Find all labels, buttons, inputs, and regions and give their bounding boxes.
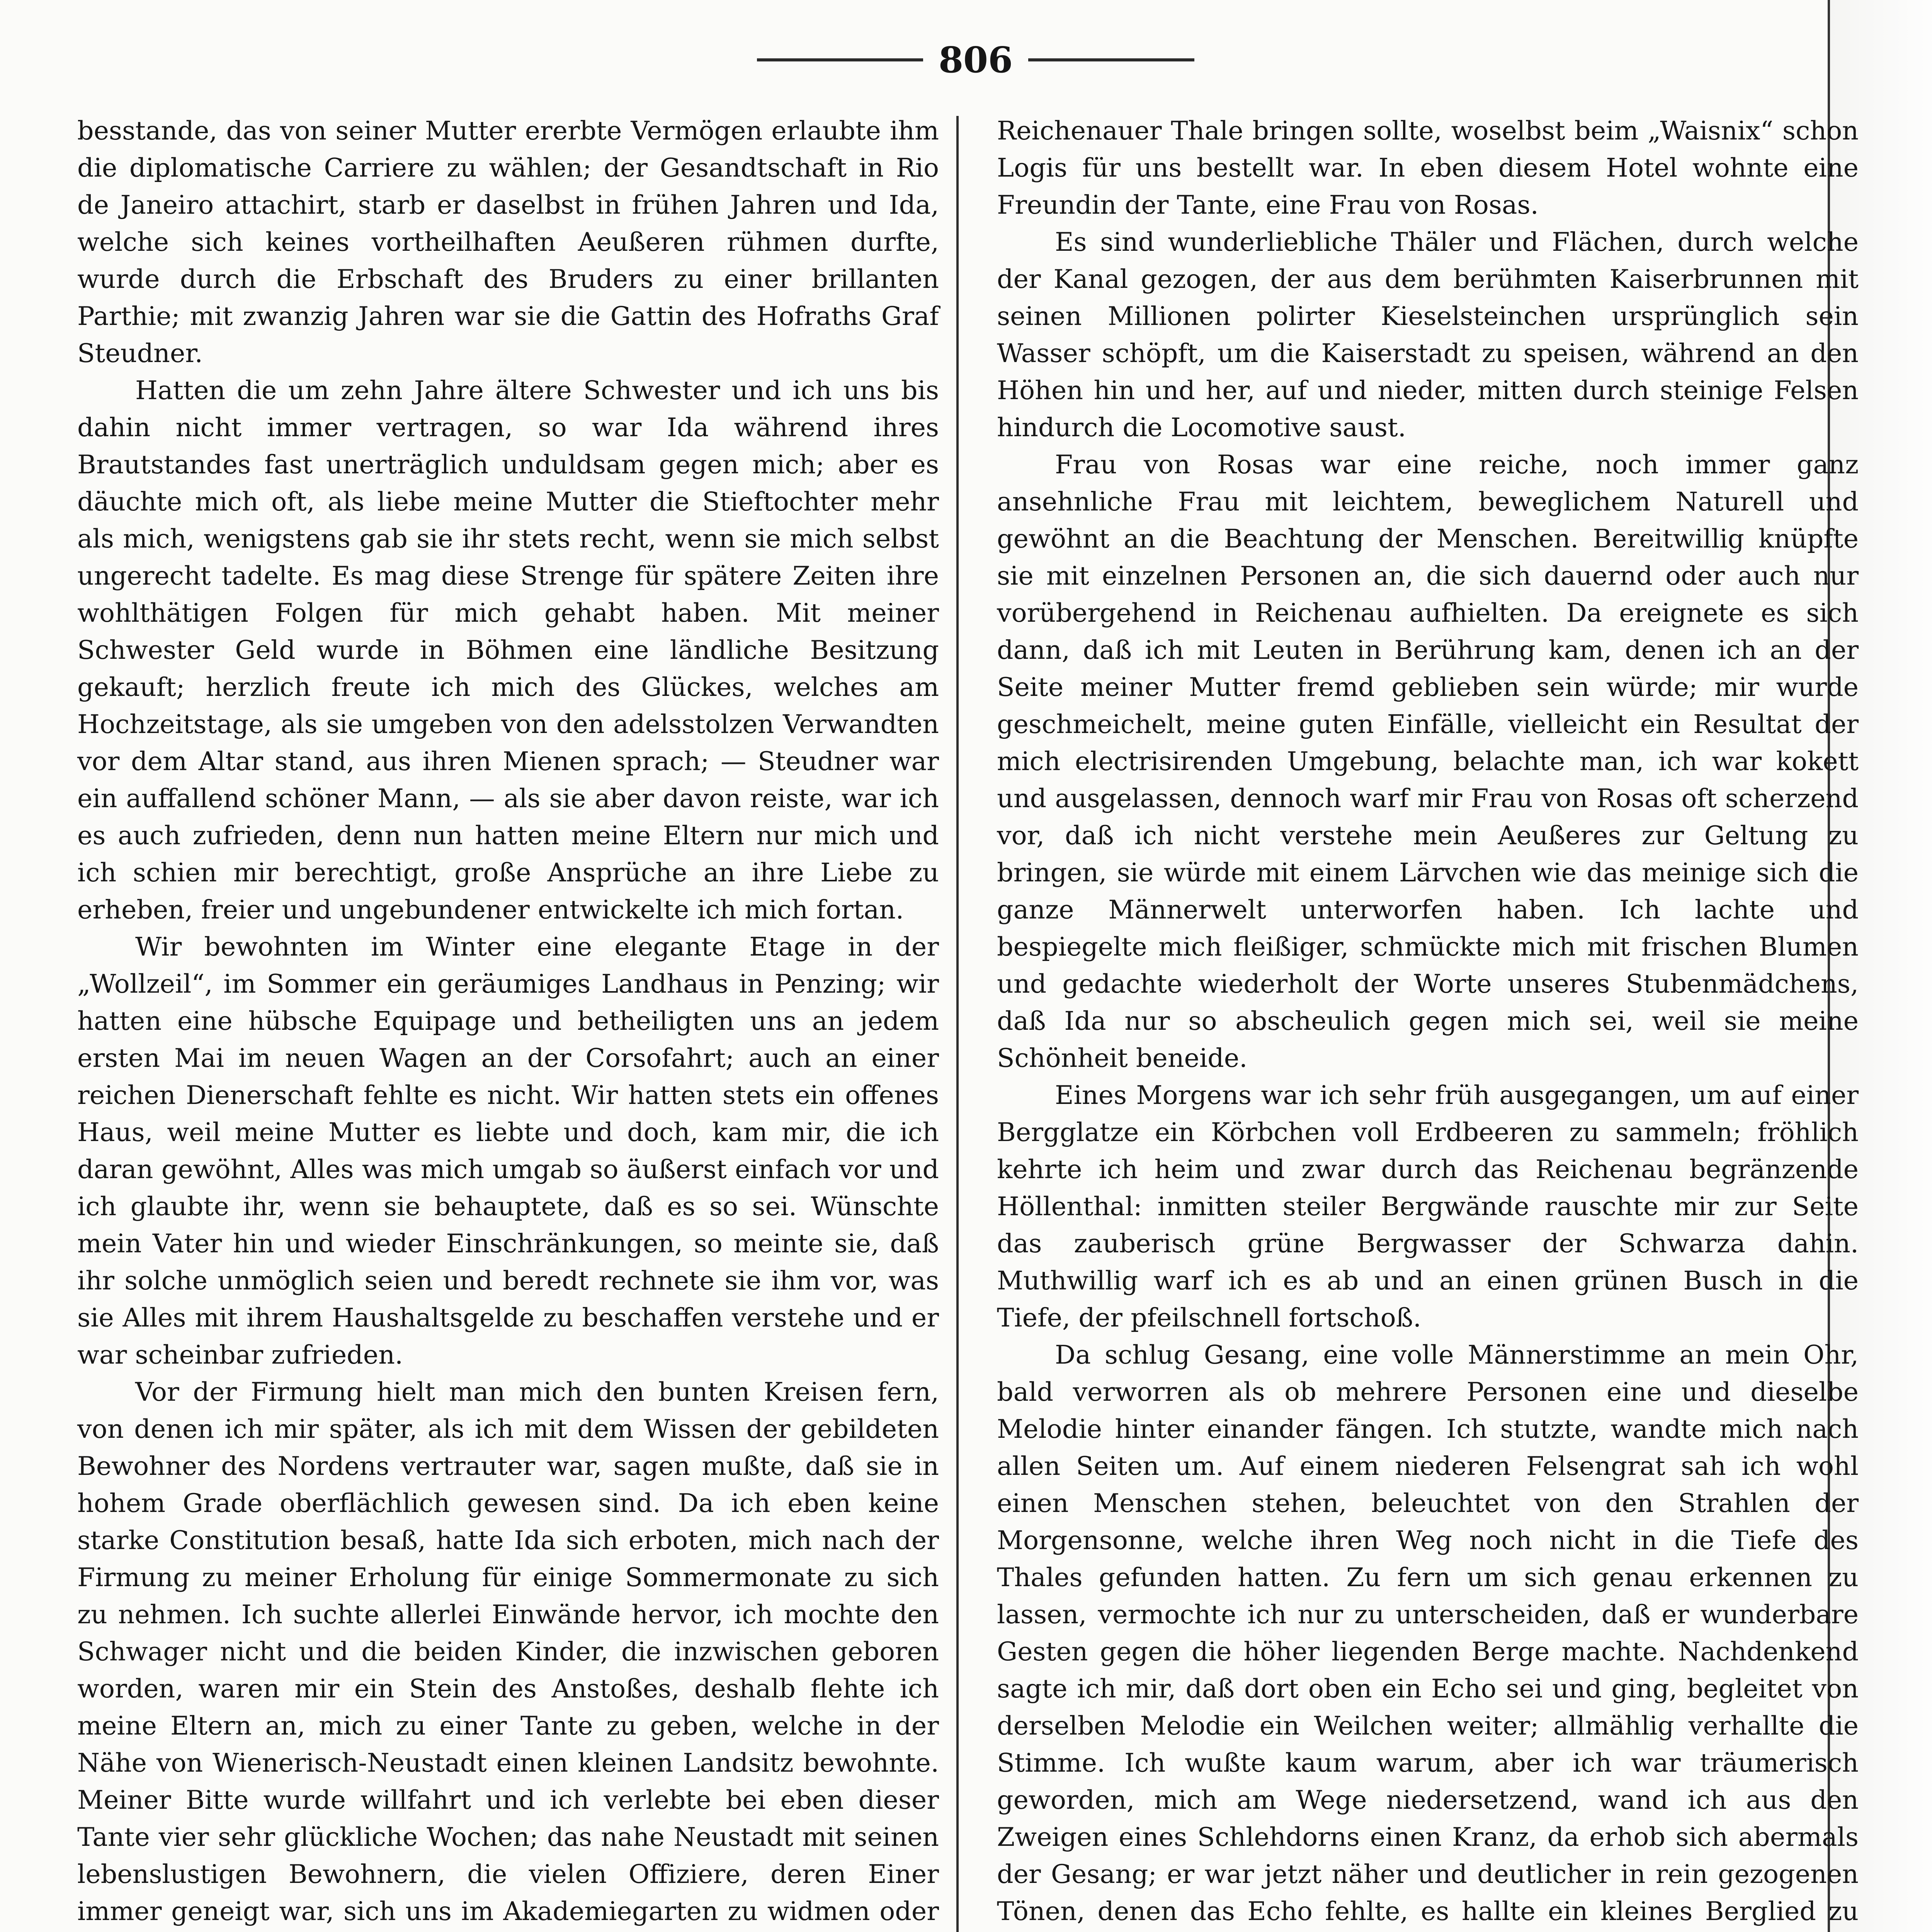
paragraph: Es sind wunderliebliche Thäler und Flächen, durch welche der Kanal gezogen, der aus dem berühmten Kaiserbrunnen mit seinen Millionen polirter Kieselsteinchen ursprünglich sein Wasser schöpft, um die Kaiserstadt zu speisen, während an den Höhen hin und her, auf und nieder, mitten durch steinige Felsen hindurch die Locomotive saust. <box>997 227 1859 442</box>
left-column <box>77 112 939 1932</box>
right-column <box>997 112 1859 1932</box>
paragraph: besstande, das von seiner Mutter ererbte Vermögen erlaubte ihm die diplomatische Carriere zu wählen; der Gesandtschaft in Rio de Janeiro attachirt, starb er daselbst in frühen Jahren und Ida, welche sich keines vortheilhaften Aeußeren rühmen durfte, wurde durch die Erbschaft des Bruders zu einer brillanten Parthie; mit zwanzig Jahren war sie die Gattin des Hofraths Graf Steudner. <box>77 116 939 368</box>
header-rule-right <box>1028 58 1194 61</box>
paragraph: Da schlug Gesang, eine volle Männerstimme an mein Ohr, bald verworren als ob mehrere Personen eine und dieselbe Melodie hinter einander fängen. Ich stutzte, wandte mich nach allen Seiten um. Auf einem niederen Felsengrat sah ich wohl einen Menschen stehen, beleuchtet von den Strahlen der Morgensonne, welche ihren Weg noch nicht in die Tiefe des Thales gefunden hatten. Zu fern um sich genau erkennen zu lassen, vermochte ich nur zu unterscheiden, daß er wunderbare Gesten gegen die höher liegenden Berge machte. Nachdenkend sagte ich mir, daß dort oben ein Echo sei und ging, begleitet von derselben Melodie ein Weilchen weiter; allmählig verhallte die Stimme. Ich wußte kaum warum, aber ich war träumerisch geworden, mich am Wege niedersetzend, wand ich aus den Zweigen eines Schlehdorns einen Kranz, da erhob sich abermals der Gesang; er war jetzt näher und deutlicher in rein gezogenen Tönen, denen das Echo fehlte, es hallte ein kleines Berglied zu <box>997 1340 1859 1926</box>
page-header <box>0 37 1932 83</box>
paragraph: Hatten die um zehn Jahre ältere Schwester und ich uns bis dahin nicht immer vertragen, so war Ida während ihres Brautstandes fast unerträglich unduldsam gegen mich; aber es däuchte mich oft, als liebe meine Mutter die Stieftochter mehr als mich, wenigstens gab sie ihr stets recht, wenn sie mich selbst ungerecht tadelte. Es mag diese Strenge für spätere Zeiten ihre wohlthätigen Folgen für mich gehabt haben. Mit meiner Schwester Geld wurde in Böhmen eine ländliche Besitzung gekauft; herzlich freute ich mich des Glückes, welches am Hochzeitstage, als sie umgeben von den adelsstolzen Verwandten vor dem Altar stand, aus ihren Mienen sprach; — Steudner war ein auffallend schöner Mann, — als sie aber davon reiste, war ich es auch zufrieden, denn nun hatten meine Eltern nur mich und ich schien mir berechtigt, große Ansprüche an ihre Liebe zu erheben, freier und ungebundener entwickelte ich mich fortan. <box>77 375 939 925</box>
paragraph: Frau von Rosas war eine reiche, noch immer ganz ansehnliche Frau mit leichtem, beweglichem Naturell und gewöhnt an die Beachtung der Menschen. Bereitwillig knüpfte sie mit einzelnen Personen an, die sich dauernd oder auch nur vorübergehend in Reichenau aufhielten. Da ereignete es sich dann, daß ich mit Leuten in Berührung kam, denen ich an der Seite meiner Mutter fremd geblieben sein würde; mir wurde geschmeichelt, meine guten Einfälle, vielleicht ein Resultat der mich electrisirenden Umgebung, belachte man, ich war kokett und ausgelassen, dennoch warf mir Frau von Rosas oft scherzend vor, daß ich nicht verstehe mein Aeußeres zur Geltung zu bringen, sie würde mit einem Lärvchen wie das meinige sich die ganze Männerwelt unterworfen haben. Ich lachte und bespiegelte mich fleißiger, schmückte mich mit frischen Blumen und gedachte wiederholt der Worte unseres Stubenmädchens, daß Ida nur so abscheulich gegen mich sei, weil sie meine Schönheit beneide. <box>997 449 1859 1073</box>
column-divider <box>956 116 959 1932</box>
page-number: 806 <box>938 39 1013 81</box>
paragraph: Reichenauer Thale bringen sollte, woselbst beim „Waisnix“ schon Logis für uns bestellt war. In eben diesem Hotel wohnte eine Freundin der Tante, eine Frau von Rosas. <box>997 116 1859 220</box>
header-rule-left <box>757 58 923 61</box>
paragraph: Vor der Firmung hielt man mich den bunten Kreisen fern, von denen ich mir später, als ich mit dem Wissen der gebildeten Bewohner des Nordens vertrauter war, sagen mußte, daß sie in hohem Grade oberflächlich gewesen sind. Da ich eben keine starke Constitution besaß, hatte Ida sich erboten, mich nach der Firmung zu meiner Erholung für einige Sommermonate zu sich zu nehmen. Ich suchte allerlei Einwände hervor, ich mochte den Schwager nicht und die beiden Kinder, die inzwischen geboren worden, waren mir ein Stein des Anstoßes, deshalb flehte ich meine Eltern an, mich zu einer Tante zu geben, welche in der Nähe von Wienerisch-Neustadt einen kleinen Landsitz bewohnte. Meiner Bitte wurde willfahrt und ich verlebte bei eben dieser Tante vier sehr glückliche Wochen; das nahe Neustadt mit seinen lebenslustigen Bewohnern, die vielen Offiziere, deren Einer immer geneigt war, sich uns im Akademiegarten zu widmen oder <box>77 1377 939 1926</box>
paragraph: Wir bewohnten im Winter eine elegante Etage in der „Wollzeil“, im Sommer ein geräumiges Landhaus in Penzing; wir hatten eine hübsche Equipage und betheiligten uns an jedem ersten Mai im neuen Wagen an der Corsofahrt; auch an einer reichen Dienerschaft fehlte es nicht. Wir hatten stets ein offenes Haus, weil meine Mutter es liebte und doch, kam mir, die ich daran gewöhnt, Alles was mich umgab so äußerst einfach vor und ich glaubte ihr, wenn sie behauptete, daß es so sei. Wünschte mein Vater hin und wieder Einschränkungen, so meinte sie, daß ihr solche unmöglich seien und beredt rechnete sie ihm vor, was sie Alles mit ihrem Haushaltsgelde zu beschaffen verstehe und er war scheinbar zufrieden. <box>77 932 939 1370</box>
paragraph: Eines Morgens war ich sehr früh ausgegangen, um auf einer Bergglatze ein Körbchen voll Erdbeeren zu sammeln; fröhlich kehrte ich heim und zwar durch das Reichenau begränzende Höllenthal: inmitten steiler Bergwände rauschte mir zur Seite das zauberisch grüne Bergwasser der Schwarza dahin. Muthwillig warf ich es ab und an einen grünen Busch in die Tiefe, der pfeilschnell fortschoß. <box>997 1080 1859 1333</box>
